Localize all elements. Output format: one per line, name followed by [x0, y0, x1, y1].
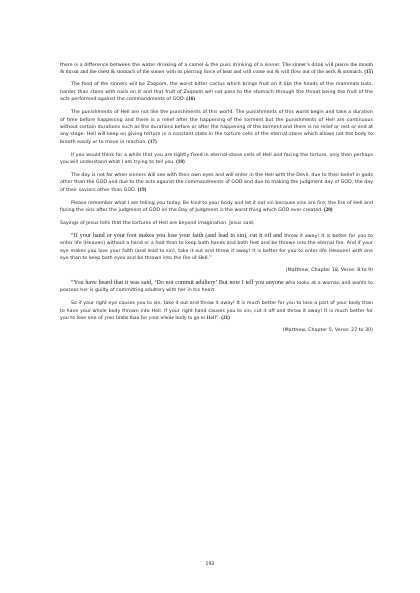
footnote-ref: (19)	[136, 186, 147, 193]
quote-hand-foot	[60, 233, 373, 263]
text-segment: The punishments of Hell are not like the punishments of this world. The punishments of this world begin and take a duration of time before happening and there is a relief after the happening of the torment but the punishments of Hell are continuous without certain durations such as the durations before or after the happening of the torment and there is no relief or rest or end at any stage. Hell will keep on giving torture in a constant state in the torture cells of the eternal-stone which allows not the body to breath easily or to move in reaction.	[60, 110, 373, 145]
text-segment: there is a difference between the water drinking of a camel & the puss drinking of a sinner.	[60, 63, 283, 68]
quote-adultery	[60, 280, 373, 295]
text-segment: The sinner’s drink will pierce the mouth & throat and the chest & stomach of the sinner with its piercing force of heat and will come out & will flow out of the neck & stomach.	[60, 62, 374, 76]
text-segment: So if your right eye causes you to sin, take it out and throw it away! It is much better for you to lose a part of your body than to have your whole body thrown into Hell. If your right hand causes you to sin, cut it off and throw it away! It is much better for you to lose one	[60, 301, 373, 322]
text-segment: “If your hand or your foot makes you lose your faith (and lead to sin), cut it off and	[71, 232, 285, 239]
scripture-reference	[60, 327, 373, 334]
footnote-ref: (17)	[146, 138, 157, 145]
quote-right-eye	[60, 300, 373, 322]
footnote-ref: (18)	[174, 159, 185, 166]
text-segment: The day is not far when sinners will see with their own eyes and will enter in the Hell with the Devil, due to their belief in gods other than the GOD and due to the acts against the commandments of GOD and due to making the Judgment day of GOD, the day of their saviors other than GOD.	[60, 173, 373, 193]
text-segment: Sayings of Jesus tells that the tortures of Hell are beyond imagination. Jesus said,	[60, 221, 255, 227]
text-segment: who looks at a woman and wants to possess her is guilty of committing adultery with her in his heart.	[60, 280, 373, 294]
text-segment: “You have heard that it was said, ‘Do not commit adultery’ But now I tell you anyone	[71, 279, 286, 286]
paragraph-zaqoom	[60, 81, 373, 103]
footnote-ref: (21)	[219, 315, 230, 322]
footnote-ref: (15)	[363, 69, 373, 76]
paragraph-remember	[60, 200, 373, 215]
paragraph-sayings	[60, 220, 373, 227]
paragraph-camel	[60, 62, 373, 76]
text-segment: The food of the sinners will be Zaqoom, the worst bitter cactus which brings fruit on it like the heads of the mammals bats, harder than stone with nails on it and that fruit of Zaqoom will not pass to the stomach through the throat being the fruit of the acts performed against the commandments of GOD.	[60, 82, 373, 103]
reference-text: (Matthew, Chapter 5, Verse: 27 to 30)	[282, 327, 373, 333]
text-segment: of your limbs than for your whole body to go to Hell”.	[98, 315, 220, 322]
paragraph-punishments	[60, 109, 373, 146]
page-number: 192	[205, 562, 215, 567]
scripture-reference	[60, 267, 373, 274]
document-body	[60, 62, 373, 340]
footnote-ref: (20)	[322, 207, 333, 214]
paragraph-day	[60, 172, 373, 194]
paragraph-think	[60, 152, 373, 167]
reference-text: (Matthew, Chapter 18, Verse: 8 to 9)	[285, 268, 373, 274]
text-segment: Please remember what I am telling you today. Be kind to your body and let it not sin because sins are fire; the fire of Hell and facing the sins after the judgment of GOD on the Day of Judgment is the worst thing which GOD ever created.	[60, 200, 373, 214]
footnote-ref: (16)	[185, 96, 195, 103]
text-segment: throw it away! It is better for you to enter life (Heaven) without a hand or a foot than to keep both hands and both feet and be thrown into the eternal fire. And if your eye makes you lose your faith (and lead to sin), take it out and throw it away! It is better for you to enter life (Heaven) with one eye than to keep both eyes and be thrown into the	[60, 233, 373, 262]
text-segment: fire of Hell.”	[182, 255, 212, 262]
text-segment: If you would think for a while that you are tightly fixed in eternal-stone cells of Hell and facing the torture, only then perhaps you will understand what I am trying to tell you.	[60, 152, 373, 166]
